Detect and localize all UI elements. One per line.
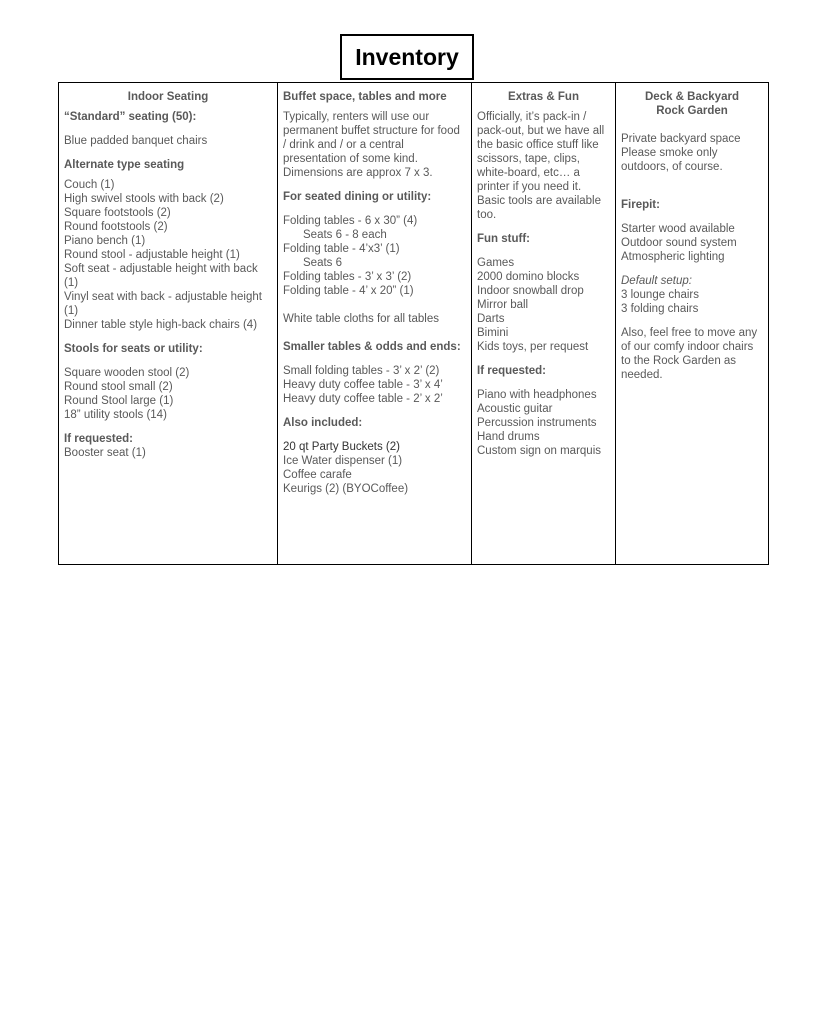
list-item: Booster seat (1) [64, 447, 146, 459]
section-heading: Smaller tables & odds and ends: [283, 341, 461, 353]
list-item: Darts [477, 313, 505, 325]
column-header: Extras & Fun [508, 91, 579, 103]
section-heading: Firepit: [621, 199, 660, 211]
list-item: 20 qt Party Buckets (2) [283, 441, 400, 453]
list-item: Indoor snowball drop [477, 285, 584, 297]
list-item: 3 lounge chairs [621, 289, 699, 301]
list-item: Small folding tables - 3’ x 2’ (2) [283, 365, 440, 377]
list-item: Bimini [477, 327, 509, 339]
section-heading: If requested: [477, 365, 547, 377]
column-header: Deck & Backyard [645, 91, 739, 103]
outro-text: Also, feel free to move any of our comfy indoor chairs to the Rock Garden as needed. [621, 327, 758, 381]
list-item: Starter wood available [621, 223, 735, 235]
list-item: Mirror ball [477, 299, 529, 311]
list-item: Folding table - 4’ x 20” (1) [283, 285, 414, 297]
list-item: Hand drums [477, 431, 540, 443]
column-header: Indoor Seating [127, 91, 209, 103]
section-heading: “Standard” seating (50): [64, 111, 197, 123]
column-extras-fun [471, 83, 615, 564]
section-heading: Stools for seats or utility: [64, 343, 203, 355]
section-heading: For seated dining or utility: [283, 191, 432, 203]
list-item: Piano bench (1) [64, 235, 146, 247]
list-item: Dinner table style high-back chairs (4) [64, 319, 258, 331]
list-item: Round footstools (2) [64, 221, 168, 233]
list-item: Custom sign on marquis [477, 445, 601, 457]
list-item: Couch (1) [64, 179, 115, 191]
list-item: Vinyl seat with back - adjustable height (1) [64, 291, 262, 317]
list-item: Seats 6 - 8 each [303, 229, 387, 241]
list-item: Ice Water dispenser (1) [283, 455, 403, 467]
list-item: Kids toys, per request [477, 341, 589, 353]
list-item: White table cloths for all tables [283, 313, 439, 325]
column-indoor-seating [59, 83, 277, 564]
list-item: High swivel stools with back (2) [64, 193, 224, 205]
section-heading: If requested: [64, 433, 134, 445]
intro-text: Officially, it’s pack-in / pack-out, but we have all the basic office stuff like scissors, tape, clips, white-board, etc… a printer if you need it. Basic tools are available too. [477, 111, 605, 221]
list-item: 2000 domino blocks [477, 271, 580, 283]
list-item: Round Stool large (1) [64, 395, 174, 407]
list-item: Folding table - 4’x3’ (1) [283, 243, 400, 255]
list-item: Heavy duty coffee table - 2’ x 2’ [283, 393, 443, 405]
list-item: Outdoor sound system [621, 237, 737, 249]
list-item: Acoustic guitar [477, 403, 553, 415]
title-box [340, 34, 474, 80]
column-buffet [277, 83, 471, 564]
list-item: Piano with headphones [477, 389, 597, 401]
list-item: Keurigs (2) (BYOCoffee) [283, 483, 409, 495]
list-item: Heavy duty coffee table - 3’ x 4’ [283, 379, 443, 391]
intro-text: Private backyard space Please smoke only outdoors, of course. [621, 133, 741, 173]
intro-text: Typically, renters will use our permanent buffet structure for food / drink and / or a central presentation of some kind. Dimensions are approx 7 x 3. [283, 111, 460, 179]
list-item: Folding tables - 6 x 30” (4) [283, 215, 418, 227]
column-header: Buffet space, tables and more [283, 91, 447, 103]
section-heading: Default setup: [621, 275, 692, 287]
section-heading: Also included: [283, 417, 363, 429]
list-item: Round stool - adjustable height (1) [64, 249, 240, 261]
list-item: Blue padded banquet chairs [64, 135, 208, 147]
list-item: Percussion instruments [477, 417, 597, 429]
section-heading: Alternate type seating [64, 159, 185, 171]
column-deck-backyard [615, 83, 768, 564]
page-title: Inventory [355, 43, 459, 70]
inventory-table [58, 82, 769, 565]
list-item: Square wooden stool (2) [64, 367, 190, 379]
list-item: Folding tables - 3’ x 3’ (2) [283, 271, 412, 283]
list-item: Atmospheric lighting [621, 251, 725, 263]
list-item: Soft seat - adjustable height with back (1) [64, 263, 258, 289]
section-heading: Fun stuff: [477, 233, 531, 245]
column-header: Rock Garden [656, 105, 728, 117]
list-item: Round stool small (2) [64, 381, 173, 393]
list-item: Coffee carafe [283, 469, 352, 481]
list-item: 18” utility stools (14) [64, 409, 167, 421]
list-item: 3 folding chairs [621, 303, 699, 315]
list-item: Square footstools (2) [64, 207, 171, 219]
list-item: Seats 6 [303, 257, 342, 269]
list-item: Games [477, 257, 515, 269]
